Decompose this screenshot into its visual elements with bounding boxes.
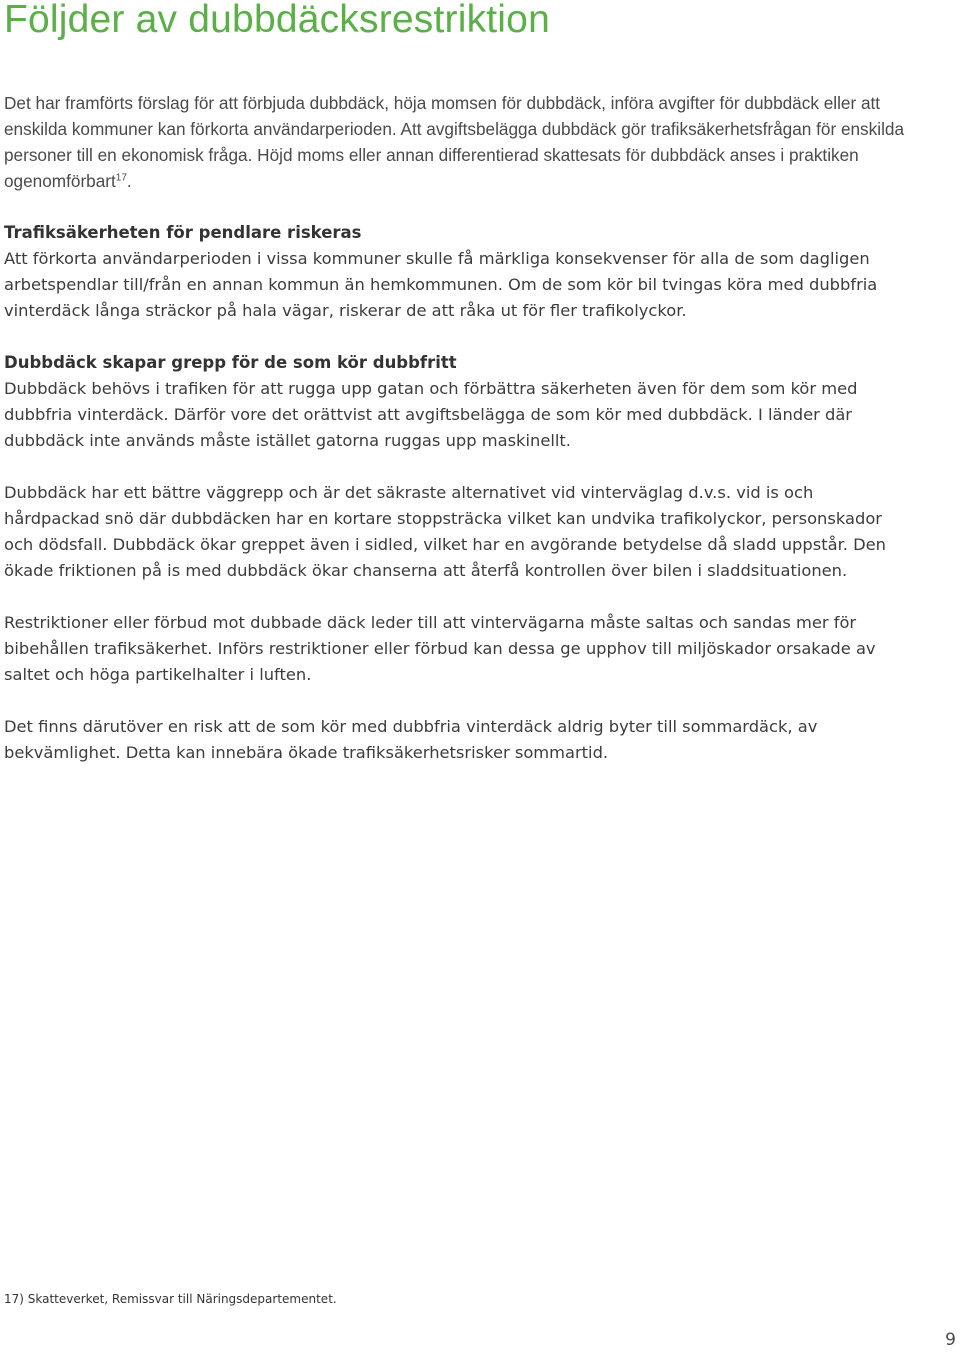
document-body xyxy=(4,90,904,792)
body-paragraph: Dubbdäck har ett bättre väggrepp och är det säkraste alternativet vid vinterväglag d.v.s. vid is och hårdpackad snö där dubbdäcken har en kortare stoppsträcka vilket kan undvika trafikolyckor, personskador och dödsfall. Dubbdäck ökar greppet även i sidled, vilket har en avgörande betydelse då sladd uppstår. Den ökade friktionen på is med dubbdäck ökar chanserna att återfå kontrollen över bilen i sladdsituationen. xyxy=(4,483,886,580)
section-body-grepp: Dubbdäck behövs i trafiken för att rugga upp gatan och förbättra säkerheten även för dem som kör med dubbfria vinterdäck. Därför vore det orättvist att avgiftsbelägga de som kör med dubbdäck. I länder där dubbdäck inte används måste istället gatorna ruggas upp maskinellt. xyxy=(4,379,858,450)
page-number: 9 xyxy=(945,1330,956,1350)
body-paragraph: Restriktioner eller förbud mot dubbade däck leder till att vintervägarna måste saltas och sandas mer för bibehållen trafiksäkerhet. Införs restriktioner eller förbud kan dessa ge upphov till miljöskador orsakade av saltet och höga partikelhalter i luften. xyxy=(4,613,876,684)
section-body-pendlare: Att förkorta användarperioden i vissa kommuner skulle få märkliga konsekvenser för alla de som dagligen arbetspendlar till/från en annan kommun än hemkommunen. Om de som kör bil tvingas köra med dubbfria vinterdäck långa sträckor på hala vägar, riskerar de att råka ut för fler trafikolyckor. xyxy=(4,249,878,320)
intro-paragraph xyxy=(4,90,904,194)
intro-text: Det har framförts förslag för att förbjuda dubbdäck, höja momsen för dubbdäck, införa avgifter för dubbdäck eller att enskilda kommuner kan förkorta användarperioden. Att avgiftsbelägga dubbdäck gör trafiksäkerhetsfrågan för enskilda personer till en ekonomisk fråga. Höjd moms eller annan differentierad skattesats för dubbdäck anses i praktiken ogenomförbart xyxy=(4,93,905,191)
intro-end: . xyxy=(126,171,132,191)
section-heading-grepp: Dubbdäck skapar grepp för de som kör dubbfritt xyxy=(4,353,457,372)
footnote: 17) Skatteverket, Remissvar till Näringsdepartementet. xyxy=(4,1292,337,1306)
body-paragraph: Det finns därutöver en risk att de som kör med dubbfria vinterdäck aldrig byter till sommardäck, av bekvämlighet. Detta kan innebära ökade trafiksäkerhetsrisker sommartid. xyxy=(4,717,818,762)
section-heading-pendlare: Trafiksäkerheten för pendlare riskeras xyxy=(4,223,362,242)
page-title: Följder av dubbdäcksrestriktion xyxy=(4,0,550,41)
footnote-reference: 17 xyxy=(115,172,127,184)
